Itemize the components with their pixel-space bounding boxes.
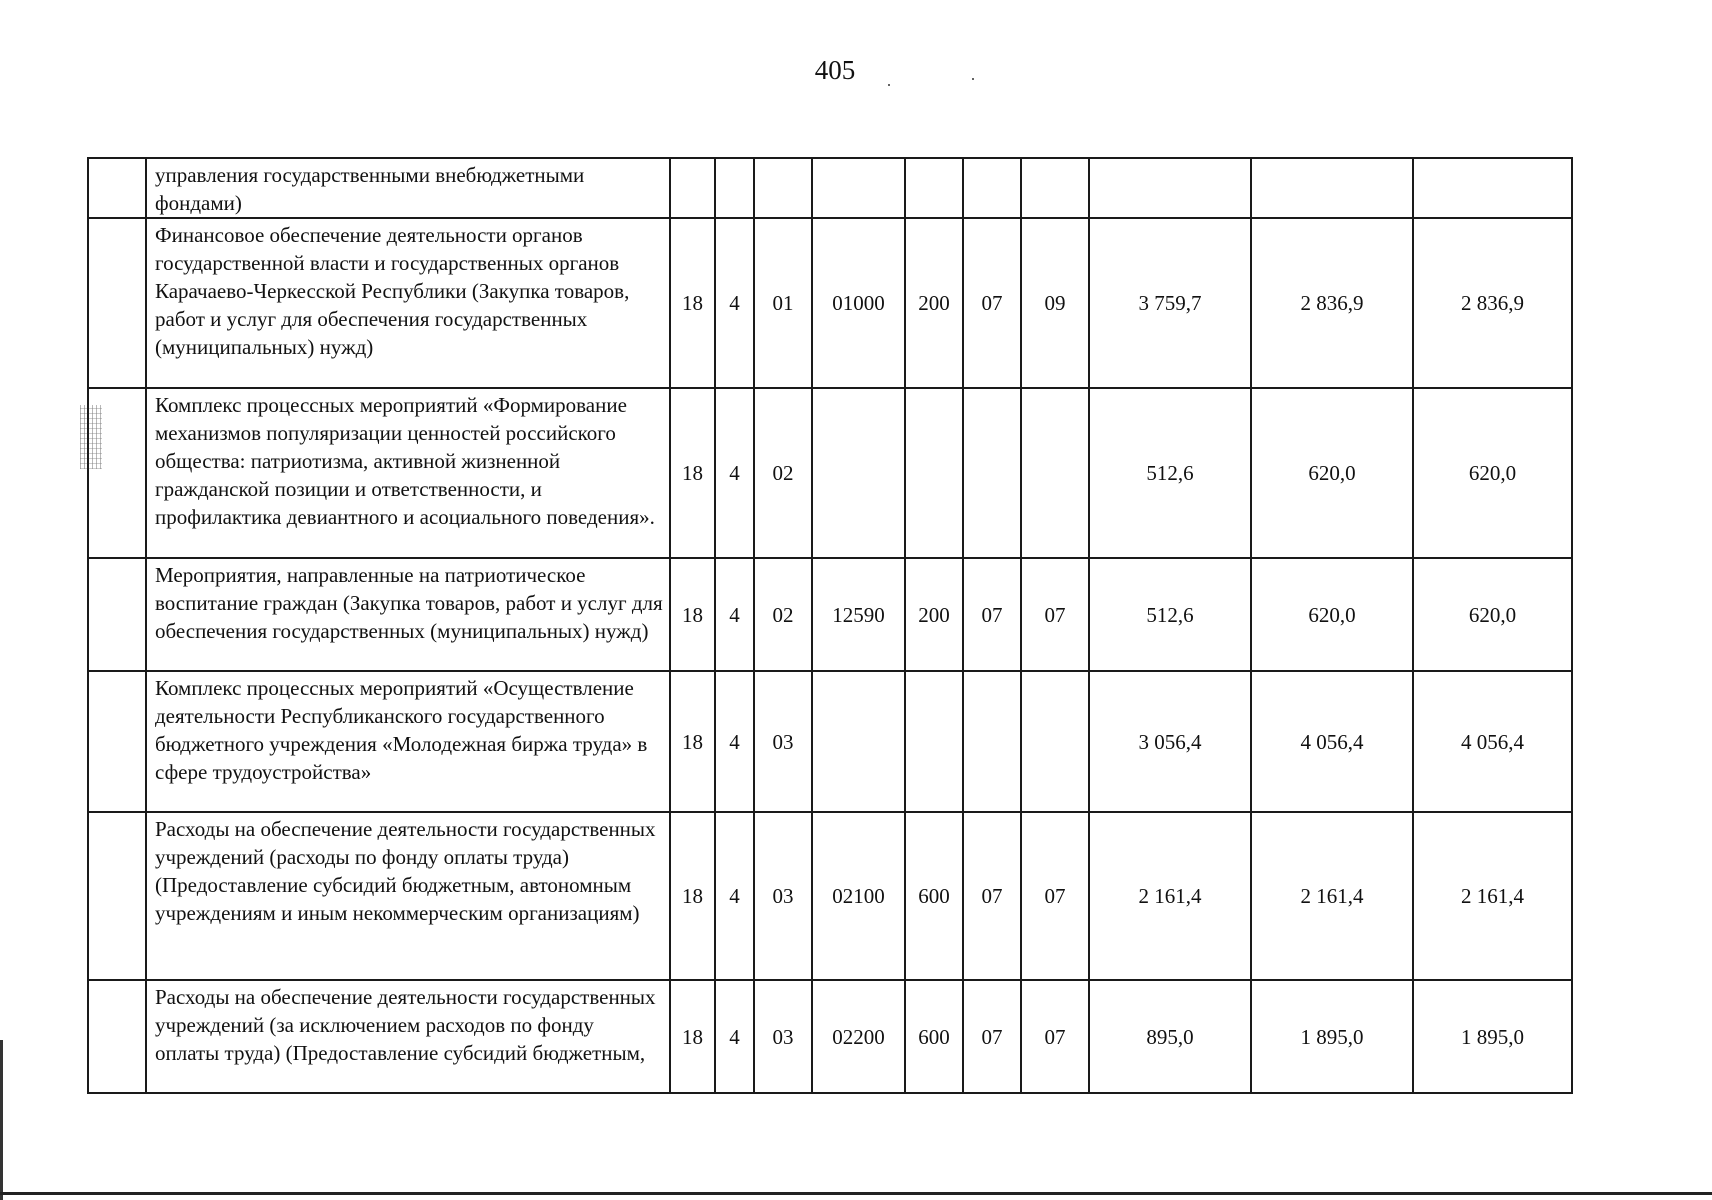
- amount-cell-3: 2 161,4: [1413, 812, 1572, 980]
- description-cell: Комплекс процессных мероприятий «Формирование механизмов популяризации ценностей российского общества: патриотизма, активной жизненной гражданской позиции и ответственности, и профилактика девиантного и асоциального поведения».: [146, 388, 670, 558]
- code-cell-3: 03: [754, 812, 812, 980]
- code-cell-1: 18: [670, 558, 715, 671]
- row-index-cell: [88, 158, 146, 218]
- scan-speck: [972, 78, 974, 80]
- row-index-cell: [88, 812, 146, 980]
- amount-cell-1: 895,0: [1089, 980, 1251, 1093]
- code-cell-3: 02: [754, 388, 812, 558]
- table-row: [88, 812, 1572, 980]
- table-row: [88, 158, 1572, 218]
- code-cell-7: 09: [1021, 218, 1089, 388]
- row-index-cell: [88, 671, 146, 812]
- code-cell-3: 01: [754, 218, 812, 388]
- description-cell: управления государственными внебюджетными фондами): [146, 158, 670, 218]
- table-body: [88, 158, 1572, 1093]
- amount-cell-1: 512,6: [1089, 558, 1251, 671]
- code-cell-5: [905, 671, 963, 812]
- code-cell-4: [812, 388, 905, 558]
- code-cell-5: 600: [905, 812, 963, 980]
- amount-cell-3: 620,0: [1413, 558, 1572, 671]
- code-cell-4: 01000: [812, 218, 905, 388]
- table-row: [88, 218, 1572, 388]
- table-row: [88, 671, 1572, 812]
- code-cell-5: 600: [905, 980, 963, 1093]
- code-cell-7: [1021, 671, 1089, 812]
- description-cell: Расходы на обеспечение деятельности государственных учреждений (расходы по фонду оплаты труда) (Предоставление субсидий бюджетным, автономным учреждениям и иным некоммерческим организациям): [146, 812, 670, 980]
- code-cell-6: 07: [963, 218, 1021, 388]
- description-cell: Финансовое обеспечение деятельности органов государственной власти и государственных органов Карачаево-Черкесской Республики (Закупка товаров, работ и услуг для обеспечения государственных (муниципальных) нужд): [146, 218, 670, 388]
- code-cell-1: [670, 158, 715, 218]
- code-cell-1: 18: [670, 218, 715, 388]
- code-cell-3: 02: [754, 558, 812, 671]
- code-cell-2: 4: [715, 671, 754, 812]
- code-cell-6: [963, 388, 1021, 558]
- amount-cell-2: 620,0: [1251, 558, 1413, 671]
- code-cell-3: [754, 158, 812, 218]
- code-cell-4: [812, 158, 905, 218]
- code-cell-7: 07: [1021, 980, 1089, 1093]
- code-cell-1: 18: [670, 671, 715, 812]
- amount-cell-1: 512,6: [1089, 388, 1251, 558]
- code-cell-4: 02200: [812, 980, 905, 1093]
- amount-cell-2: 4 056,4: [1251, 671, 1413, 812]
- amount-cell-3: 4 056,4: [1413, 671, 1572, 812]
- description-cell: Мероприятия, направленные на патриотическое воспитание граждан (Закупка товаров, работ и услуг для обеспечения государственных (муниципальных) нужд): [146, 558, 670, 671]
- code-cell-4: 12590: [812, 558, 905, 671]
- row-index-cell: [88, 558, 146, 671]
- code-cell-2: 4: [715, 388, 754, 558]
- code-cell-2: 4: [715, 558, 754, 671]
- code-cell-6: 07: [963, 980, 1021, 1093]
- table-row: [88, 558, 1572, 671]
- amount-cell-1: [1089, 158, 1251, 218]
- scan-margin-mark: [80, 405, 102, 469]
- code-cell-6: [963, 158, 1021, 218]
- amount-cell-2: 2 836,9: [1251, 218, 1413, 388]
- code-cell-4: 02100: [812, 812, 905, 980]
- row-index-cell: [88, 218, 146, 388]
- code-cell-2: [715, 158, 754, 218]
- amount-cell-3: 2 836,9: [1413, 218, 1572, 388]
- code-cell-1: 18: [670, 980, 715, 1093]
- code-cell-5: [905, 388, 963, 558]
- description-cell: Комплекс процессных мероприятий «Осуществление деятельности Республиканского государственного бюджетного учреждения «Молодежная биржа труда» в сфере трудоустройства»: [146, 671, 670, 812]
- amount-cell-2: 620,0: [1251, 388, 1413, 558]
- code-cell-5: 200: [905, 218, 963, 388]
- table-row: [88, 388, 1572, 558]
- code-cell-7: [1021, 388, 1089, 558]
- amount-cell-1: 2 161,4: [1089, 812, 1251, 980]
- code-cell-7: 07: [1021, 812, 1089, 980]
- code-cell-7: [1021, 158, 1089, 218]
- code-cell-7: 07: [1021, 558, 1089, 671]
- amount-cell-1: 3 759,7: [1089, 218, 1251, 388]
- code-cell-3: 03: [754, 671, 812, 812]
- code-cell-1: 18: [670, 812, 715, 980]
- description-cell: Расходы на обеспечение деятельности государственных учреждений (за исключением расходов по фонду оплаты труда) (Предоставление субсидий бюджетным,: [146, 980, 670, 1093]
- code-cell-5: [905, 158, 963, 218]
- scan-bottom-line: [0, 1192, 1712, 1195]
- code-cell-2: 4: [715, 218, 754, 388]
- amount-cell-1: 3 056,4: [1089, 671, 1251, 812]
- scan-edge-line: [0, 1040, 3, 1200]
- amount-cell-2: 1 895,0: [1251, 980, 1413, 1093]
- amount-cell-2: [1251, 158, 1413, 218]
- amount-cell-3: [1413, 158, 1572, 218]
- code-cell-5: 200: [905, 558, 963, 671]
- code-cell-2: 4: [715, 812, 754, 980]
- amount-cell-2: 2 161,4: [1251, 812, 1413, 980]
- code-cell-4: [812, 671, 905, 812]
- code-cell-6: [963, 671, 1021, 812]
- amount-cell-3: 620,0: [1413, 388, 1572, 558]
- page-number: 405: [814, 55, 856, 85]
- code-cell-2: 4: [715, 980, 754, 1093]
- code-cell-3: 03: [754, 980, 812, 1093]
- code-cell-6: 07: [963, 812, 1021, 980]
- row-index-cell: [88, 980, 146, 1093]
- code-cell-1: 18: [670, 388, 715, 558]
- code-cell-6: 07: [963, 558, 1021, 671]
- amount-cell-3: 1 895,0: [1413, 980, 1572, 1093]
- table-row: [88, 980, 1572, 1093]
- scan-speck: [888, 84, 890, 86]
- budget-table: [87, 157, 1573, 1094]
